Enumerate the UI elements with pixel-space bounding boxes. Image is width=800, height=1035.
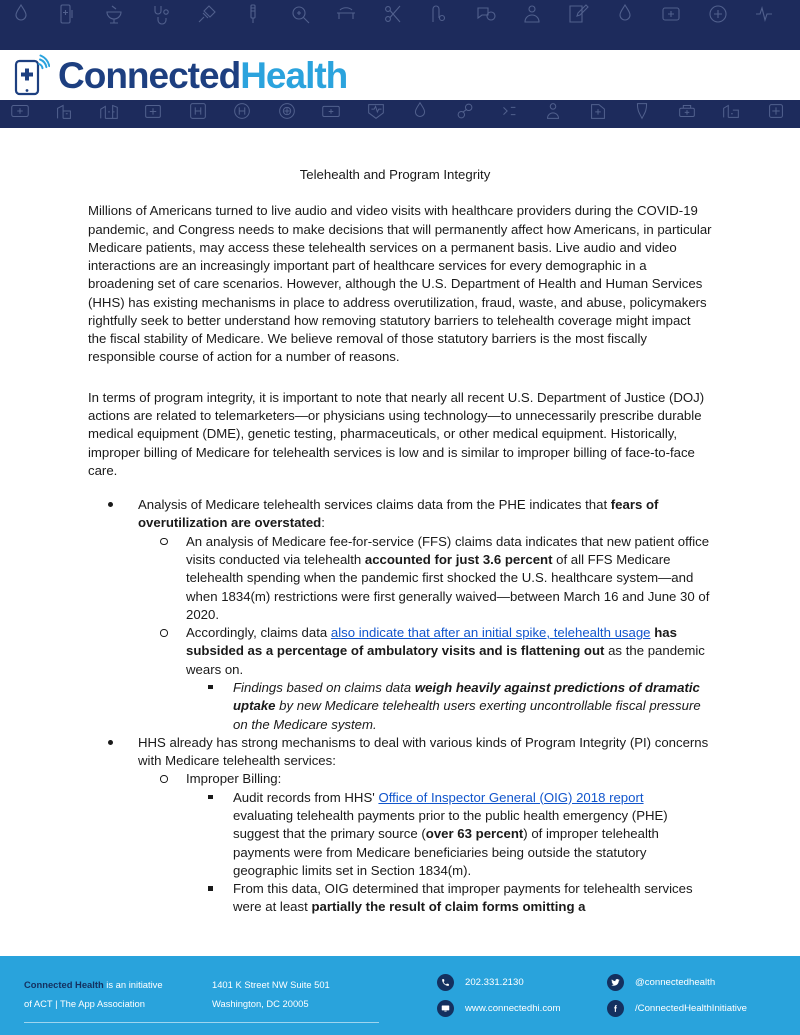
bullet-circle-icon [160, 775, 168, 783]
footer-facebook-label: /ConnectedHealthInitiative [635, 1003, 747, 1014]
oig-text-plain-2: evaluating telehealth payments prior to the public health emergency (PHE) suggest that the primary source ( [233, 807, 668, 842]
site-footer [0, 956, 800, 1035]
link-telehealth-usage[interactable]: also indicate that after an initial spike, telehealth usage [330, 625, 651, 641]
footer-contact-twitter[interactable] [607, 974, 747, 991]
sub1-text-plain-2: of all FFS Medicare telehealth spending when the pandemic first shocked the U.S. healthcare system—and when 1834(m) restrictions were first generally waived—between March 16 and June 30 of 2020. [186, 552, 710, 622]
site-logo[interactable] [14, 54, 347, 96]
logo-band [0, 50, 800, 100]
monitor-icon [437, 1000, 454, 1017]
footer-address-line1: 1401 K Street NW Suite 501 [212, 979, 330, 990]
paragraph-program-integrity: In terms of program integrity, it is important to note that nearly all recent U.S. Department of Justice (DOJ) actions are related to telemarketers—or physicians using technology—to unnecessarily prescribe durable medical equipment (DME), genetic testing, pharmaceuticals, or other medical equipment. Historically, improper billing of Medicare for telehealth services is low and is similar to improper billing of face-to-face care. [88, 389, 705, 478]
list-item-oig-determined [233, 880, 702, 917]
bullet-circle-icon [160, 538, 168, 546]
footer-phone-label: 202.331.2130 [465, 977, 524, 988]
phone-with-medical-cross-icon [14, 54, 58, 96]
bullet2-text-plain-1: HHS already has strong mechanisms to deal with various kinds of Program Integrity (PI) concerns with Medicare telehealth services: [138, 734, 709, 769]
sub-bullet-list-2 [138, 770, 718, 916]
header-icon-pattern-bottom [0, 100, 800, 128]
twitter-icon [607, 974, 624, 991]
sub-improper-billing-label: Improper Billing: [186, 771, 282, 787]
list-item-oig-audit [233, 789, 702, 880]
sub2-text-plain-3: as the pandemic wears on. [186, 643, 705, 677]
bullet-dot-icon [108, 740, 113, 745]
facebook-icon [607, 1000, 624, 1017]
sub-bullet-list-1 [138, 533, 718, 734]
list-item-analysis [138, 496, 718, 734]
footer-contact-group-phone-web [437, 974, 560, 1017]
logo-text-health: Health [240, 54, 348, 96]
sub2-text-plain-1: Accordingly, claims data [186, 625, 331, 641]
logo-wordmark [58, 54, 348, 96]
footer-contact-group-social [607, 974, 747, 1017]
list-item-findings [233, 679, 702, 734]
page-title: Telehealth and Program Integrity [299, 167, 491, 182]
footer-tagline-line2: of ACT | The App Association [24, 997, 145, 1009]
bullet-square-icon [208, 795, 213, 800]
footer-contact-facebook[interactable] [607, 1000, 747, 1017]
sub2sub1-italic-1: Findings based on claims data [233, 679, 415, 695]
bullet1-text-plain-2: : [321, 515, 325, 531]
document-body [0, 128, 800, 928]
sub2sub1-bolditalic-1: weigh heavily against predictions of dramatic uptake [233, 679, 700, 714]
footer-tagline-line1 [24, 976, 224, 995]
footer-contact-website[interactable] [437, 1000, 560, 1017]
list-item-ffs-analysis [186, 533, 710, 624]
footer-divider [24, 1022, 379, 1023]
footer-address-line2: Washington, DC 20005 [212, 997, 309, 1009]
sub2-text-bold-1: has subsided as a percentage of ambulatory visits and is flattening out [186, 625, 677, 659]
oig2-text-plain-1: From this data, OIG determined that improper payments for telehealth services were at least [233, 881, 693, 915]
bullet-dot-icon [108, 502, 113, 507]
logo-text-connected: Connected [58, 54, 241, 96]
list-item-improper-billing [186, 770, 710, 916]
bullet-square-icon [208, 886, 213, 891]
footer-tagline [24, 976, 224, 1014]
list-item-hhs-mechanisms [138, 734, 718, 917]
site-header [0, 0, 800, 128]
header-icon-pattern-top [0, 0, 800, 50]
oig2-text-bold-1: partially the result of claim forms omitting a [311, 899, 586, 915]
bullet1-text-bold-1: fears of overutilization are overstated [138, 497, 659, 531]
sub1-text-plain-1: An analysis of Medicare fee-for-service (FFS) claims data indicates that new patient office visits conducted via telehealth [186, 533, 710, 567]
bullet-square-icon [208, 685, 213, 690]
footer-contact-phone[interactable] [437, 974, 560, 991]
footer-brand-name: Connected Health [24, 979, 104, 990]
sub-sub-bullet-list-1 [186, 679, 710, 734]
footer-address [212, 976, 412, 1014]
bullet-circle-icon [160, 629, 168, 637]
paragraph-intro: Millions of Americans turned to live audio and video visits with healthcare providers during the COVID-19 pandemic, and Congress needs to make decisions that will permanently affect how Americans, in particular Medicare patients, may access these telehealth services on a permanent basis. Live audio and video interactions are an increasingly important part of healthcare services for every demographic in a broadening set of care scenarios. However, although the U.S. Department of Health and Human Services (HHS) has existing mechanisms in place to address overutilization, fraud, waste, and abuse, policymakers rightfully seek to better understand how removing statutory barriers to telehealth coverage might impact the fiscal stability of Medicare. We believe removal of those statutory barriers is the most fiscally responsible course of action for a number of reasons. [88, 203, 712, 365]
list-item-accordingly [186, 624, 710, 734]
footer-tagline-rest: is an initiative [103, 979, 163, 990]
bullet1-text-plain-1: Analysis of Medicare telehealth services claims data from the PHE indicates that [138, 497, 611, 513]
sub1-text-bold-1: accounted for just 3.6 percent [364, 552, 553, 567]
sub-sub-bullet-list-2 [186, 789, 710, 917]
oig-text-plain-3: ) of improper telehealth payments were from Medicare beneficiaries being outside the statutory geographic limits set in Section 1834(m). [233, 826, 659, 878]
oig-text-plain-1: Audit records from HHS' [233, 789, 379, 805]
main-bullet-list [0, 496, 800, 916]
footer-twitter-label: @connectedhealth [635, 977, 716, 988]
footer-website-label: www.connectedhi.com [465, 1003, 561, 1014]
sub2sub1-italic-2: by new Medicare telehealth users exerting uncontrollable fiscal pressure on the Medicare system. [233, 698, 701, 732]
link-oig-2018-report[interactable]: Office of Inspector General (OIG) 2018 report [378, 789, 644, 805]
phone-icon [437, 974, 454, 991]
oig-text-bold-1: over 63 percent [425, 826, 524, 842]
